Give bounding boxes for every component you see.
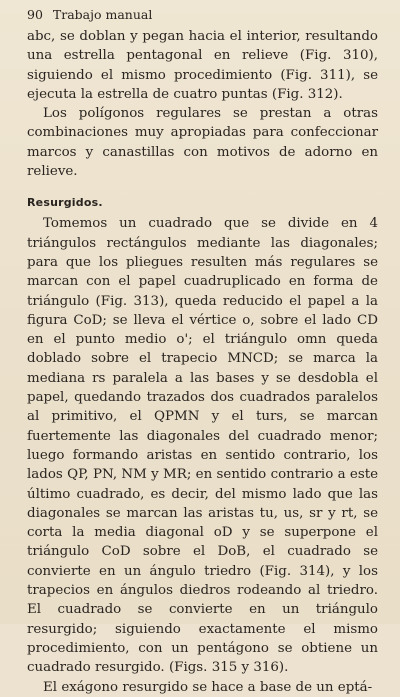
paragraph-resurgidos: Tomemos un cuadrado que se divide en 4 triángulos rectángulos mediante las diagonales; para que los pliegues resulten más regulares se marcan con el papel cuadruplicado en forma de triángulo (Fig. 313), queda reducido el papel a la figura CoD; se lleva el vértice o, sobre el lado CD en el punto medio o'; el triángulo omn queda doblado sobre el trapecio MNCD; se marca la mediana rs paralela a las bases y se desdobla el papel, quedando trazados dos cuadrados paralelos al primitivo, el QPMN y el turs, se marcan fuertemente las diagonales del cuadrado menor; luego formando aristas en sentido contrario, los lados QP, PN, NM y MR; en sentido contrario a este último cuadrado, es decir, del mismo lado que las diagonales se marcan las aristas tu, us, sr y rt, se corta la media diagonal oD y se superpone el triángulo CoD sobre el DoB, el cuadrado se convierte en un ángulo triedro (Fig. 314), y los trapecios en ángulos diedros rodeando al triedro. El cuadrado se convierte en un triángulo resurgido; siguiendo exactamente el mismo procedimiento, con un pentágono se obtiene un cuadrado resurgido. (Figs. 315 y 316). — [27, 216, 378, 676]
paragraph-polygons: Los polígonos regulares se prestan a otras combinaciones muy apropiadas para confeccionar marcos y canastillas con motivos de adorno en relieve. — [27, 106, 378, 180]
running-title: Trabajo manual — [52, 7, 153, 22]
paragraph-continuation: abc, se doblan y pegan hacia el interior, resultando una estrella pentagonal en relieve (Fig. 310), siguiendo el mismo procedimiento (Fig. 311), se ejecuta la estrella de cuatro puntas (Fig. 312). — [27, 29, 378, 102]
paragraph-hexagon: El exágono resurgido se hace a base de un eptá- — [43, 679, 373, 695]
page-number: 90 — [27, 7, 43, 22]
section-heading: Resurgidos. — [27, 196, 103, 210]
page-body — [27, 27, 378, 697]
running-header — [27, 6, 378, 24]
